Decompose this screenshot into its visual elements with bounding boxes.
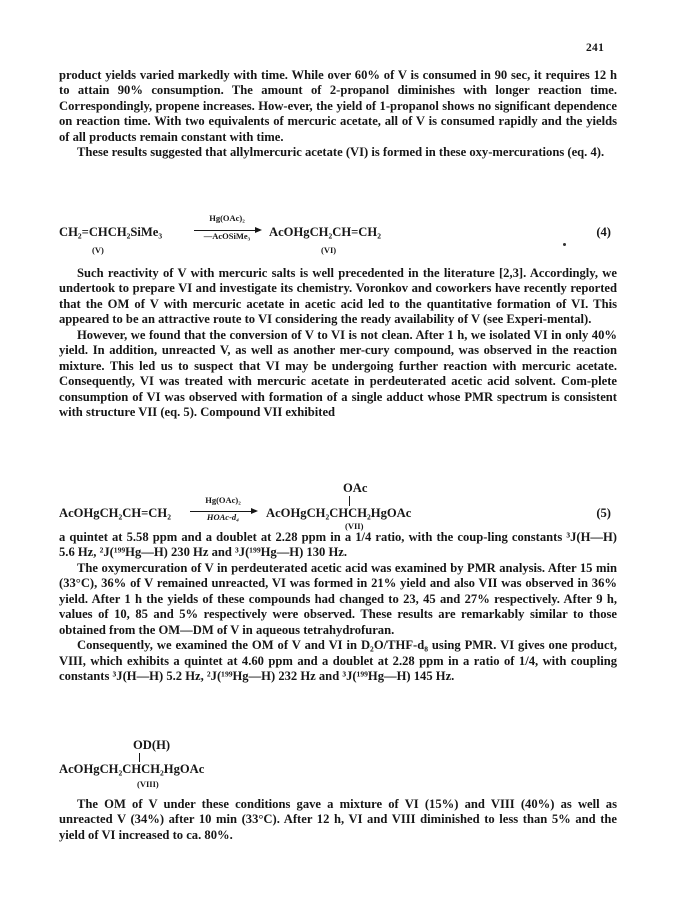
text-block-2	[59, 266, 617, 421]
eq5-reagent-top: Hg(OAc)₂	[205, 495, 241, 505]
text-block-4	[59, 797, 617, 843]
page-number: 241	[586, 42, 605, 54]
eq4-number: (4)	[596, 225, 611, 239]
eq5-substituent: OAc	[343, 481, 368, 495]
paragraph-4: However, we found that the conversion of V to VI is not clean. After 1 h, we isolated VI in only 40% yield. In addition, unreacted V, as well as another mer-cury compound, was observed in the reaction mixture. This led us to suspect that VI may be undergoing further reaction with mercuric acetate. Consequently, VI was treated with mercuric acetate in perdeuterated acetic acid solvent. Com-plete consumption of VI was observed with formation of a single adduct whose PMR spectrum is consistent with structure VII (eq. 5). Compound VII exhibited	[59, 327, 617, 420]
reaction-arrow-icon	[194, 230, 260, 231]
eq5-arrow	[190, 495, 256, 523]
speck-mark-icon	[563, 243, 566, 246]
structure-8	[59, 738, 617, 788]
eq4-product: AcOHgCH₂CH=CH₂	[269, 225, 381, 239]
eq4-reagent-top: Hg(OAc)₂	[209, 213, 245, 223]
eq4-reagent-bottom: —AcOSiMe₃	[203, 231, 251, 241]
paragraph-6: The oxymercuration of V in perdeuterated acetic acid was examined by PMR analysis. After 15 min (33°C), 36% of V remained unreacted, VI was formed in 21% yield and also VII was observed in 36% yield. After 1 h the yields of these compounds had changed to 23, 45 and 27% respectively. After 9 h, values of 10, 85 and 5% respectively were observed. These results are remarkably similar to those obtained from the OM—DM of V in aqueous tetrahydrofuran.	[59, 560, 617, 637]
eq4-reactant: CH₂=CHCH₂SiMe₃	[59, 225, 163, 239]
eq5-label-product: (VII)	[345, 521, 364, 531]
eq5-reagent-bottom: HOAc-d₄	[206, 512, 240, 522]
eq4-arrow	[194, 213, 260, 242]
equation-4	[59, 213, 617, 255]
struct8-formula: AcOHgCH₂CHCH₂HgOAc	[59, 762, 205, 776]
paragraph-7: Consequently, we examined the OM of V and VI in D₂O/THF-d₈ using PMR. VI gives one product, VIII, which exhibits a quintet at 4.60 ppm and a doublet at 2.28 ppm in a ratio of 1/4, with coupling constants ³J(H—H) 5.2 Hz, ²J(¹⁹⁹Hg—H) 232 Hz and ³J(¹⁹⁹Hg—H) 145 Hz.	[59, 638, 617, 684]
paragraph-2: These results suggested that allylmercuric acetate (VI) is formed in these oxy-mercurations (eq. 4).	[77, 145, 605, 160]
reaction-arrow-icon	[190, 511, 256, 512]
eq4-label-reactant: (V)	[92, 245, 104, 255]
struct8-label: (VIII)	[137, 779, 159, 789]
paragraph-3: Such reactivity of V with mercuric salts is well precedented in the literature [2,3]. Accordingly, we undertook to prepare VI and investigate its chemistry. Voronkov and coworkers have recently reported that the OM of V with mercuric acetate in acetic acid led to the quantitative formation of VI. This appeared to be an attractive route to VI considering the ready availability of V (see Experi-mental).	[59, 266, 617, 327]
text-block-1	[59, 68, 617, 161]
paragraph-5: a quintet at 5.58 ppm and a doublet at 2.28 ppm in a 1/4 ratio, with the coup-ling constants ³J(H—H) 5.6 Hz, ²J(¹⁹⁹Hg—H) 230 Hz and ³J(¹⁹⁹Hg—H) 130 Hz.	[59, 530, 617, 560]
equation-5	[59, 481, 617, 529]
text-block-3	[59, 530, 617, 685]
struct8-substituent: OD(H)	[133, 738, 171, 752]
bond-line-icon	[349, 496, 350, 506]
eq5-number: (5)	[596, 506, 611, 520]
eq5-product: AcOHgCH₂CHCH₂HgOAc	[266, 506, 412, 520]
paragraph-1: product yields varied markedly with time. While over 60% of V is consumed in 90 sec, it requires 12 h to attain 90% consumption. The amount of 2-propanol diminishes with longer reaction time. Correspondingly, propene increases. How-ever, the yield of 1-propanol shows no significant dependence on reaction time. With two equivalents of mercuric acetate, all of V is consumed rapidly and the yields of all products remain constant with time.	[59, 68, 617, 144]
eq5-reactant: AcOHgCH₂CH=CH₂	[59, 506, 171, 520]
eq4-label-product: (VI)	[321, 245, 337, 255]
paragraph-8: The OM of V under these conditions gave a mixture of VI (15%) and VIII (40%) as well as unreacted V (34%) after 10 min (33°C). After 12 h, VI and VIII diminished to less than 5% and the yield of VI increased to ca. 80%.	[59, 797, 617, 842]
bond-line-icon	[139, 753, 140, 762]
